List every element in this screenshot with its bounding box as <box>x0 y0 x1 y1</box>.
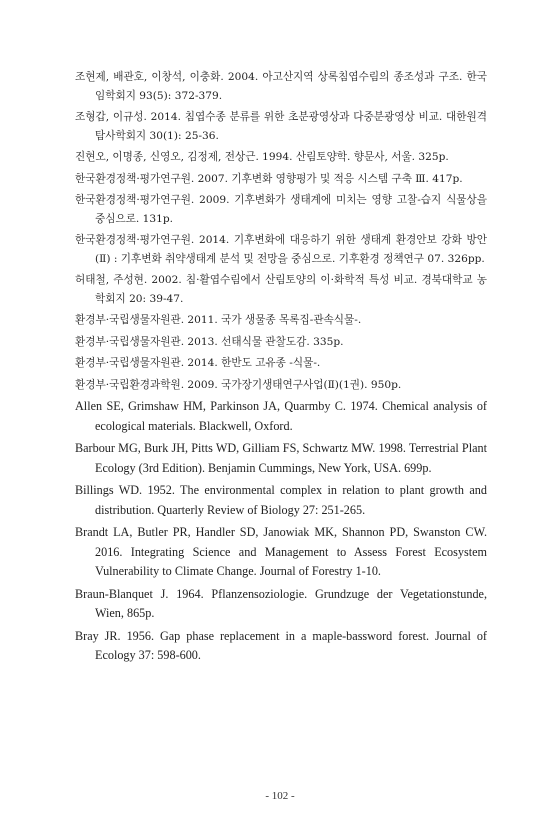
reference-entry: 진현오, 이명종, 신영오, 김정제, 전상근. 1994. 산림토양학. 향문사, 서울. 325p. <box>75 151 449 163</box>
reference-entry: 환경부·국립생물자원관. 2013. 선태식물 관찰도감. 335p. <box>75 335 344 348</box>
page-number: - 102 - <box>265 790 295 802</box>
reference-entry: 한국환경정책·평가연구원. 2009. 기후변화가 생태계에 미치는 영향 고찰-습지 식물상을 중심으로. 131p. <box>75 194 487 225</box>
reference-entry: 허태철, 주성현. 2002. 침·활엽수림에서 산림토양의 이·화학적 특성 비교. 경북대학교 농학회지 20: 39-47. <box>75 274 487 305</box>
reference-entry: 한국환경정책·평가연구원. 2007. 기후변화 영향평가 및 적응 시스템 구축 Ⅲ. 417p. <box>75 172 463 185</box>
reference-entry: 환경부·국립생물자원관. 2011. 국가 생물종 목록집-관속식물-. <box>75 314 362 326</box>
reference-entry: Bray JR. 1956. Gap phase replacement in a maple-bassword forest. Journal of Ecology 37: 598-600. <box>75 628 487 662</box>
reference-entry: 환경부·국립환경과학원. 2009. 국가장기생태연구사업(Ⅱ)(1권). 950p. <box>75 378 402 391</box>
reference-entry: Barbour MG, Burk JH, Pitts WD, Gilliam FS, Schwartz MW. 1998. Terrestrial Plant Ecology (3rd Edition). Benjamin Cummings, New York, USA. 699p. <box>75 441 487 475</box>
reference-entry: 조현제, 배관호, 이창석, 이충화. 2004. 아고산지역 상록침엽수림의 종조성과 구조. 한국임학회지 93(5): 372-379. <box>75 71 487 102</box>
reference-entry: 한국환경정책·평가연구원. 2014. 기후변화에 대응하기 위한 생태계 환경안보 강화 방안(Ⅱ) : 기후변화 취약생태계 분석 및 전망을 중심으로. 기후환경 정책연구 07. 326pp. <box>75 234 487 265</box>
reference-entry: 환경부·국립생물자원관. 2014. 한반도 고유종 -식물-. <box>75 357 321 369</box>
reference-entry: Billings WD. 1952. The environmental complex in relation to plant growth and distribution. Quarterly Review of Biology 27: 251-265. <box>75 483 487 517</box>
reference-list <box>75 68 487 669</box>
reference-entry: Brandt LA, Butler PR, Handler SD, Janowiak MK, Shannon PD, Swanston CW. 2016. Integrating Science and Management to Assess Forest Ecosystem Vulnerability to Climate Change. Journal of Forestry 1-10. <box>75 525 487 578</box>
reference-entry: Braun-Blanquet J. 1964. Pflanzensoziologie. Grundzuge der Vegetationstunde, Wien, 865p. <box>75 586 487 620</box>
reference-entry: 조형갑, 이규성. 2014. 침엽수종 분류를 위한 초분광영상과 다중분광영상 비교. 대한원격탐사학회지 30(1): 25-36. <box>75 111 487 142</box>
reference-entry: Allen SE, Grimshaw HM, Parkinson JA, Quarmby C. 1974. Chemical analysis of ecological materials. Blackwell, Oxford. <box>75 399 487 433</box>
